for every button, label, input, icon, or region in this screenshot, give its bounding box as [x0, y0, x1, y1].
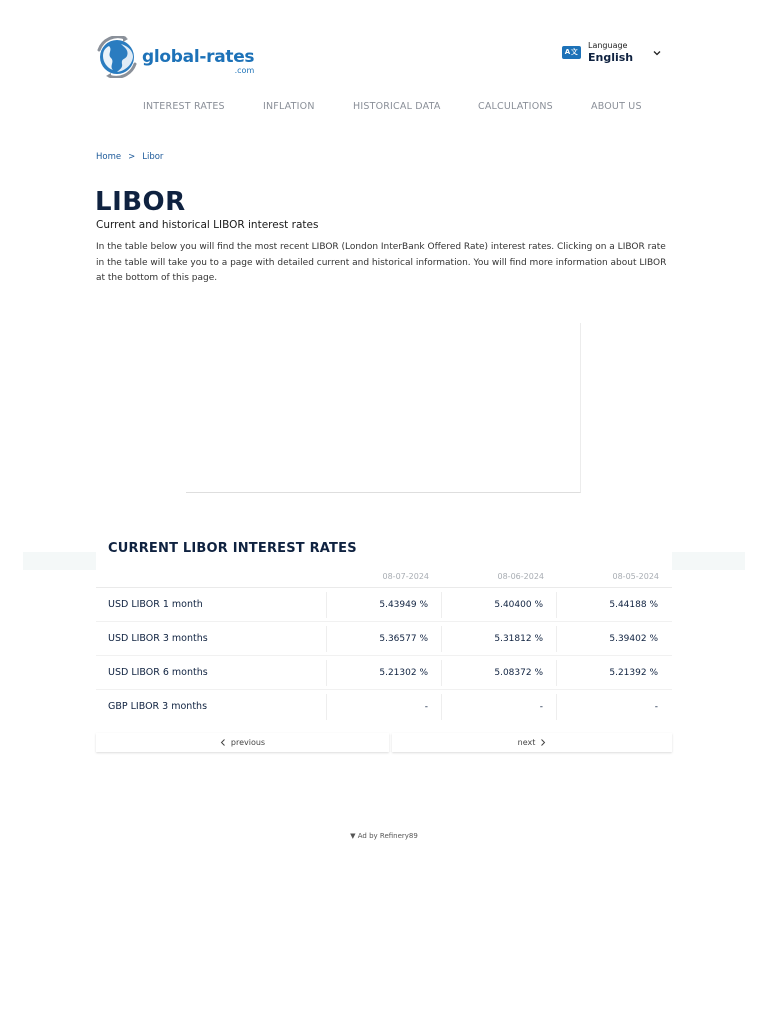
- rate-value[interactable]: -: [654, 702, 658, 712]
- rate-value[interactable]: 5.08372 %: [494, 668, 543, 678]
- column-divider: [556, 660, 557, 686]
- rate-value[interactable]: 5.36577 %: [379, 634, 428, 644]
- nav-about-us[interactable]: ABOUT US: [591, 101, 642, 112]
- column-divider: [441, 694, 442, 720]
- next-label: next: [517, 738, 536, 747]
- column-divider: [441, 660, 442, 686]
- chevron-down-icon: [653, 49, 661, 57]
- language-value: English: [588, 51, 634, 64]
- rates-table-title: CURRENT LIBOR INTEREST RATES: [108, 541, 357, 556]
- column-divider: [556, 694, 557, 720]
- pagination: [96, 733, 672, 752]
- chevron-left-icon: [220, 739, 226, 746]
- date-column-header: 08-07-2024: [382, 572, 429, 581]
- breadcrumb-current[interactable]: Libor: [142, 152, 164, 162]
- rate-value[interactable]: -: [539, 702, 543, 712]
- previous-button[interactable]: [96, 733, 389, 752]
- previous-label: previous: [230, 738, 266, 747]
- ad-attribution[interactable]: ▼ Ad by Refinery89: [350, 832, 418, 840]
- column-divider: [326, 694, 327, 720]
- rate-name-link[interactable]: USD LIBOR 3 months: [108, 633, 208, 644]
- column-divider: [556, 626, 557, 652]
- page-subtitle: Current and historical LIBOR interest rates: [96, 219, 319, 231]
- date-column-header: 08-06-2024: [497, 572, 544, 581]
- column-divider: [326, 626, 327, 652]
- site-logo[interactable]: [95, 36, 254, 78]
- rate-value[interactable]: 5.21302 %: [379, 668, 428, 678]
- rate-value[interactable]: 5.31812 %: [494, 634, 543, 644]
- page-title: LIBOR: [95, 187, 186, 217]
- table-row[interactable]: [96, 588, 672, 622]
- globe-logo-icon: [95, 36, 139, 78]
- nav-calculations[interactable]: CALCULATIONS: [478, 101, 553, 112]
- rate-value[interactable]: -: [424, 702, 428, 712]
- translate-icon: A文: [562, 46, 581, 59]
- rate-value[interactable]: 5.44188 %: [609, 600, 658, 610]
- date-column-header: 08-05-2024: [612, 572, 659, 581]
- rate-value[interactable]: 5.21392 %: [609, 668, 658, 678]
- rate-value[interactable]: 5.39402 %: [609, 634, 658, 644]
- table-row[interactable]: [96, 690, 672, 724]
- next-button[interactable]: [392, 733, 672, 752]
- logo-tld: .com: [234, 66, 255, 75]
- intro-paragraph: In the table below you will find the most recent LIBOR (London InterBank Offered Rate) interest rates. Clicking on a LIBOR rate in the table will take you to a page with detailed current and historical information. You will find more information about LIBOR at the bottom of this page.: [96, 242, 667, 283]
- main-nav: [0, 101, 768, 115]
- column-divider: [326, 660, 327, 686]
- column-divider: [441, 626, 442, 652]
- breadcrumb: [96, 152, 163, 162]
- chevron-right-icon: [540, 739, 546, 746]
- column-divider: [556, 592, 557, 618]
- breadcrumb-separator: >: [128, 152, 136, 162]
- rate-value[interactable]: 5.43949 %: [379, 600, 428, 610]
- table-row[interactable]: [96, 622, 672, 656]
- rate-name-link[interactable]: GBP LIBOR 3 months: [108, 701, 208, 712]
- language-label: Language: [588, 41, 628, 50]
- logo-wordmark: global-rates: [142, 47, 255, 67]
- breadcrumb-home[interactable]: Home: [96, 152, 122, 162]
- rate-name-link[interactable]: USD LIBOR 1 month: [108, 599, 203, 610]
- table-row[interactable]: [96, 656, 672, 690]
- ad-placeholder: [186, 323, 581, 493]
- rate-value[interactable]: 5.40400 %: [494, 600, 543, 610]
- nav-historical-data[interactable]: HISTORICAL DATA: [353, 101, 441, 112]
- nav-inflation[interactable]: INFLATION: [263, 101, 315, 112]
- nav-interest-rates[interactable]: INTEREST RATES: [143, 101, 225, 112]
- language-selector[interactable]: [562, 41, 661, 64]
- column-divider: [441, 592, 442, 618]
- rate-name-link[interactable]: USD LIBOR 6 months: [108, 667, 208, 678]
- column-divider: [326, 592, 327, 618]
